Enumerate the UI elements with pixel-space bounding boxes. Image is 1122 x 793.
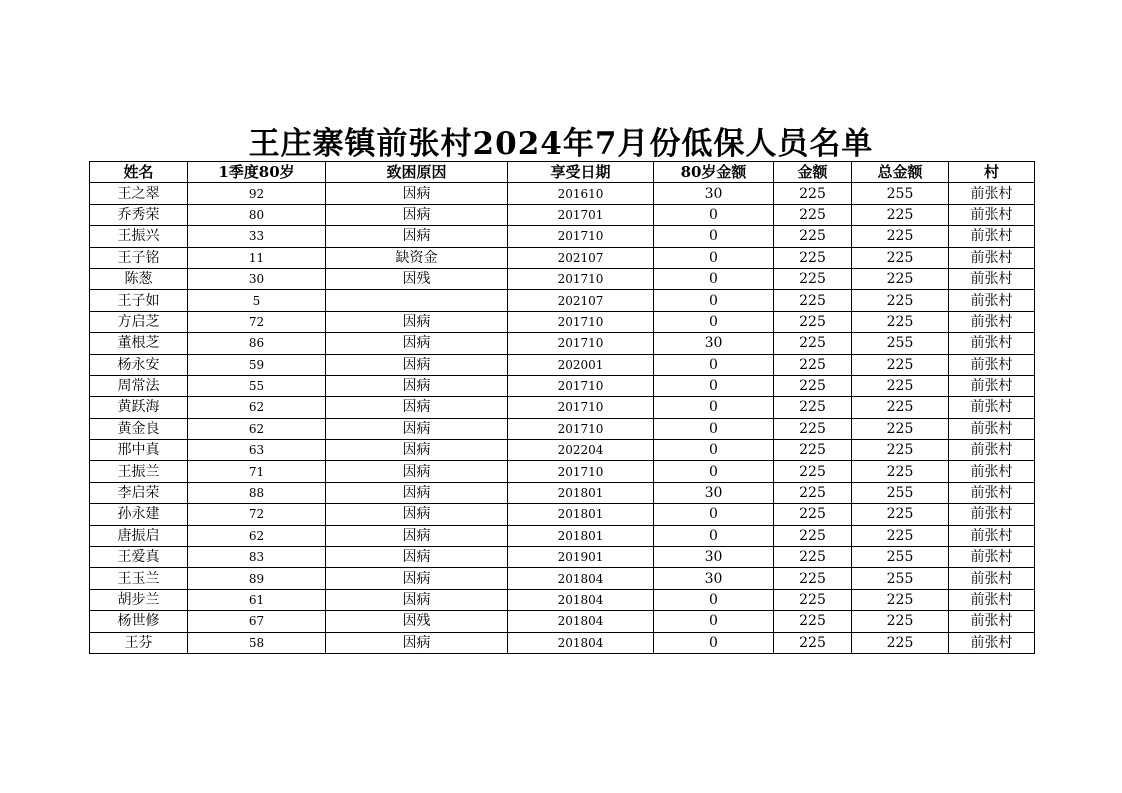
table-row — [90, 290, 1035, 311]
cell-total: 255 — [852, 547, 949, 568]
assistance-roster-table — [89, 161, 1035, 654]
cell-village: 前张村 — [949, 183, 1035, 204]
cell-age: 72 — [188, 504, 326, 525]
cell-total: 255 — [852, 333, 949, 354]
header-total: 总金额 — [852, 162, 949, 183]
cell-age: 55 — [188, 375, 326, 396]
cell-age: 83 — [188, 547, 326, 568]
cell-reason: 因病 — [326, 525, 508, 546]
table-row — [90, 226, 1035, 247]
cell-village: 前张村 — [949, 611, 1035, 632]
cell-total: 225 — [852, 504, 949, 525]
cell-total: 225 — [852, 226, 949, 247]
cell-age: 80 — [188, 204, 326, 225]
cell-reason: 缺资金 — [326, 247, 508, 268]
cell-village: 前张村 — [949, 589, 1035, 610]
cell-age: 62 — [188, 397, 326, 418]
cell-village: 前张村 — [949, 247, 1035, 268]
cell-since: 201610 — [508, 183, 654, 204]
cell-village: 前张村 — [949, 504, 1035, 525]
cell-elderly-amount: 0 — [654, 525, 774, 546]
header-age: 1季度80岁 — [188, 162, 326, 183]
cell-name: 黄金良 — [90, 418, 188, 439]
cell-amount: 225 — [774, 204, 852, 225]
cell-amount: 225 — [774, 397, 852, 418]
cell-since: 201701 — [508, 204, 654, 225]
cell-name: 孙永建 — [90, 504, 188, 525]
cell-elderly-amount: 0 — [654, 589, 774, 610]
cell-amount: 225 — [774, 183, 852, 204]
cell-total: 255 — [852, 183, 949, 204]
cell-amount: 225 — [774, 504, 852, 525]
cell-elderly-amount: 0 — [654, 375, 774, 396]
cell-elderly-amount: 0 — [654, 440, 774, 461]
cell-reason: 因病 — [326, 461, 508, 482]
table-row — [90, 375, 1035, 396]
cell-name: 杨永安 — [90, 354, 188, 375]
cell-village: 前张村 — [949, 440, 1035, 461]
cell-total: 225 — [852, 375, 949, 396]
cell-name: 王振兴 — [90, 226, 188, 247]
cell-total: 225 — [852, 354, 949, 375]
cell-since: 202107 — [508, 247, 654, 268]
cell-elderly-amount: 0 — [654, 504, 774, 525]
cell-elderly-amount: 30 — [654, 547, 774, 568]
cell-elderly-amount: 0 — [654, 204, 774, 225]
table-row — [90, 354, 1035, 375]
cell-since: 201710 — [508, 418, 654, 439]
cell-elderly-amount: 30 — [654, 568, 774, 589]
cell-name: 王子如 — [90, 290, 188, 311]
cell-since: 201710 — [508, 375, 654, 396]
cell-reason: 因病 — [326, 311, 508, 332]
cell-reason: 因病 — [326, 397, 508, 418]
cell-total: 225 — [852, 204, 949, 225]
cell-elderly-amount: 0 — [654, 611, 774, 632]
cell-since: 201710 — [508, 333, 654, 354]
cell-elderly-amount: 0 — [654, 418, 774, 439]
table-row — [90, 525, 1035, 546]
cell-age: 33 — [188, 226, 326, 247]
cell-age: 72 — [188, 311, 326, 332]
cell-age: 5 — [188, 290, 326, 311]
cell-since: 201710 — [508, 311, 654, 332]
cell-total: 225 — [852, 290, 949, 311]
cell-total: 225 — [852, 311, 949, 332]
cell-since: 201801 — [508, 504, 654, 525]
cell-village: 前张村 — [949, 547, 1035, 568]
cell-amount: 225 — [774, 418, 852, 439]
cell-name: 王之翠 — [90, 183, 188, 204]
cell-name: 周常法 — [90, 375, 188, 396]
cell-age: 30 — [188, 268, 326, 289]
header-village: 村 — [949, 162, 1035, 183]
table-row — [90, 504, 1035, 525]
table-row — [90, 440, 1035, 461]
table-row — [90, 482, 1035, 503]
cell-total: 225 — [852, 611, 949, 632]
cell-name: 黄跃海 — [90, 397, 188, 418]
header-elderly-amount: 80岁金额 — [654, 162, 774, 183]
cell-village: 前张村 — [949, 482, 1035, 503]
document-title: 王庄寨镇前张村2024年7月份低保人员名单 — [248, 126, 874, 162]
cell-since: 201804 — [508, 611, 654, 632]
cell-total: 255 — [852, 482, 949, 503]
cell-amount: 225 — [774, 461, 852, 482]
cell-age: 61 — [188, 589, 326, 610]
cell-since: 201901 — [508, 547, 654, 568]
table-header-row — [90, 162, 1035, 183]
cell-elderly-amount: 0 — [654, 354, 774, 375]
cell-reason: 因病 — [326, 504, 508, 525]
table-row — [90, 547, 1035, 568]
cell-elderly-amount: 0 — [654, 290, 774, 311]
cell-age: 92 — [188, 183, 326, 204]
cell-total: 225 — [852, 440, 949, 461]
cell-since: 201804 — [508, 589, 654, 610]
table-row — [90, 247, 1035, 268]
cell-reason: 因病 — [326, 589, 508, 610]
cell-amount: 225 — [774, 375, 852, 396]
cell-amount: 225 — [774, 333, 852, 354]
cell-name: 王振兰 — [90, 461, 188, 482]
cell-age: 62 — [188, 525, 326, 546]
cell-since: 202107 — [508, 290, 654, 311]
cell-village: 前张村 — [949, 204, 1035, 225]
table-row — [90, 568, 1035, 589]
cell-village: 前张村 — [949, 525, 1035, 546]
cell-amount: 225 — [774, 482, 852, 503]
cell-reason: 因残 — [326, 611, 508, 632]
cell-since: 201710 — [508, 226, 654, 247]
cell-reason — [326, 290, 508, 311]
table-row — [90, 611, 1035, 632]
cell-amount: 225 — [774, 611, 852, 632]
cell-name: 胡步兰 — [90, 589, 188, 610]
cell-elderly-amount: 0 — [654, 311, 774, 332]
cell-total: 225 — [852, 632, 949, 653]
cell-name: 王子铭 — [90, 247, 188, 268]
cell-amount: 225 — [774, 589, 852, 610]
cell-village: 前张村 — [949, 397, 1035, 418]
cell-name: 唐振启 — [90, 525, 188, 546]
cell-since: 201804 — [508, 568, 654, 589]
cell-elderly-amount: 30 — [654, 183, 774, 204]
cell-age: 88 — [188, 482, 326, 503]
cell-amount: 225 — [774, 311, 852, 332]
cell-age: 86 — [188, 333, 326, 354]
cell-reason: 因病 — [326, 418, 508, 439]
cell-total: 225 — [852, 589, 949, 610]
cell-village: 前张村 — [949, 333, 1035, 354]
cell-amount: 225 — [774, 440, 852, 461]
cell-reason: 因残 — [326, 268, 508, 289]
cell-since: 202204 — [508, 440, 654, 461]
cell-amount: 225 — [774, 354, 852, 375]
cell-since: 201801 — [508, 482, 654, 503]
cell-name: 王芬 — [90, 632, 188, 653]
cell-total: 225 — [852, 247, 949, 268]
cell-total: 225 — [852, 397, 949, 418]
table-row — [90, 418, 1035, 439]
table-row — [90, 397, 1035, 418]
cell-village: 前张村 — [949, 418, 1035, 439]
cell-amount: 225 — [774, 290, 852, 311]
cell-reason: 因病 — [326, 354, 508, 375]
cell-reason: 因病 — [326, 547, 508, 568]
cell-reason: 因病 — [326, 226, 508, 247]
cell-name: 杨世修 — [90, 611, 188, 632]
cell-reason: 因病 — [326, 333, 508, 354]
cell-name: 陈葱 — [90, 268, 188, 289]
cell-name: 王爱真 — [90, 547, 188, 568]
cell-village: 前张村 — [949, 461, 1035, 482]
cell-total: 225 — [852, 461, 949, 482]
table-row — [90, 461, 1035, 482]
cell-village: 前张村 — [949, 568, 1035, 589]
cell-amount: 225 — [774, 632, 852, 653]
cell-amount: 225 — [774, 547, 852, 568]
cell-elderly-amount: 0 — [654, 268, 774, 289]
cell-elderly-amount: 0 — [654, 226, 774, 247]
cell-amount: 225 — [774, 247, 852, 268]
cell-age: 62 — [188, 418, 326, 439]
cell-elderly-amount: 0 — [654, 461, 774, 482]
cell-village: 前张村 — [949, 632, 1035, 653]
cell-village: 前张村 — [949, 375, 1035, 396]
cell-village: 前张村 — [949, 290, 1035, 311]
cell-amount: 225 — [774, 568, 852, 589]
header-start-date: 享受日期 — [508, 162, 654, 183]
cell-name: 李启荣 — [90, 482, 188, 503]
header-reason: 致困原因 — [326, 162, 508, 183]
cell-reason: 因病 — [326, 440, 508, 461]
header-amount: 金额 — [774, 162, 852, 183]
cell-since: 201801 — [508, 525, 654, 546]
cell-total: 225 — [852, 268, 949, 289]
header-name: 姓名 — [90, 162, 188, 183]
cell-elderly-amount: 30 — [654, 482, 774, 503]
table-body — [90, 183, 1035, 654]
cell-age: 11 — [188, 247, 326, 268]
cell-amount: 225 — [774, 226, 852, 247]
table-row — [90, 204, 1035, 225]
table-row — [90, 333, 1035, 354]
cell-elderly-amount: 0 — [654, 397, 774, 418]
cell-total: 225 — [852, 418, 949, 439]
table-row — [90, 632, 1035, 653]
cell-age: 67 — [188, 611, 326, 632]
cell-age: 63 — [188, 440, 326, 461]
cell-amount: 225 — [774, 525, 852, 546]
cell-village: 前张村 — [949, 311, 1035, 332]
cell-age: 89 — [188, 568, 326, 589]
cell-since: 201710 — [508, 461, 654, 482]
cell-since: 201710 — [508, 268, 654, 289]
cell-reason: 因病 — [326, 632, 508, 653]
cell-amount: 225 — [774, 268, 852, 289]
cell-village: 前张村 — [949, 354, 1035, 375]
cell-elderly-amount: 0 — [654, 632, 774, 653]
cell-age: 71 — [188, 461, 326, 482]
table-row — [90, 589, 1035, 610]
cell-reason: 因病 — [326, 568, 508, 589]
cell-elderly-amount: 30 — [654, 333, 774, 354]
cell-name: 邢中真 — [90, 440, 188, 461]
cell-name: 王玉兰 — [90, 568, 188, 589]
table-row — [90, 311, 1035, 332]
cell-reason: 因病 — [326, 204, 508, 225]
cell-age: 59 — [188, 354, 326, 375]
cell-name: 方启芝 — [90, 311, 188, 332]
cell-since: 201710 — [508, 397, 654, 418]
cell-reason: 因病 — [326, 482, 508, 503]
cell-village: 前张村 — [949, 226, 1035, 247]
cell-total: 225 — [852, 525, 949, 546]
cell-since: 201804 — [508, 632, 654, 653]
cell-village: 前张村 — [949, 268, 1035, 289]
cell-total: 255 — [852, 568, 949, 589]
cell-reason: 因病 — [326, 375, 508, 396]
cell-age: 58 — [188, 632, 326, 653]
cell-name: 乔秀荣 — [90, 204, 188, 225]
cell-since: 202001 — [508, 354, 654, 375]
cell-name: 董根芝 — [90, 333, 188, 354]
cell-elderly-amount: 0 — [654, 247, 774, 268]
cell-reason: 因病 — [326, 183, 508, 204]
table-row — [90, 183, 1035, 204]
table-row — [90, 268, 1035, 289]
